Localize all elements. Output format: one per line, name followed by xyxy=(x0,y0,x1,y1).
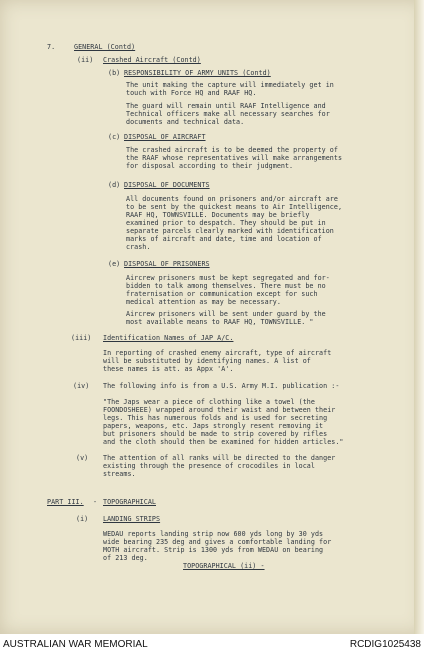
paragraph-line: All documents found on prisoners and/or aircraft are xyxy=(126,195,338,203)
item-heading-disposal-aircraft: DISPOSAL OF AIRCRAFT xyxy=(124,133,206,141)
paragraph-line: RAAF HQ, TOWNSVILLE. Documents may be briefly xyxy=(126,211,310,219)
item-heading-disposal-prisoners: DISPOSAL OF PRISONERS xyxy=(124,260,210,268)
quote-line: and the cloth should then be examined for hidden articles." xyxy=(103,438,344,446)
section-heading-general: GENERAL (Contd) xyxy=(74,43,136,51)
paragraph-line: The guard will remain until RAAF Intelligence and xyxy=(126,102,326,110)
paragraph-line: bidden to talk among themselves. There must be no xyxy=(126,282,326,290)
quote-line: FOONDOSHEEE) wrapped around their waist and between their xyxy=(103,406,336,414)
part-dash: - xyxy=(93,498,98,506)
paragraph-line: Technical officers make all necessary searches for xyxy=(126,110,330,118)
paragraph-line: the RAAF whose representatives will make arrangements xyxy=(126,154,343,162)
paragraph-line: The crashed aircraft is to be deemed the property of xyxy=(126,146,338,154)
paragraph-line: of 213 deg. xyxy=(103,554,148,562)
item-label-c: (c) xyxy=(108,133,121,141)
item-label-e: (e) xyxy=(108,260,121,268)
subsection-number-v: (v) xyxy=(76,454,89,462)
subsection-heading-identification: Identification Names of JAP A/C. xyxy=(103,334,234,342)
part-heading-topographical: TOPOGRAPHICAL xyxy=(103,498,156,506)
archive-footer xyxy=(0,634,424,654)
quote-line: "The Japs wear a piece of clothing like a towel (the xyxy=(103,398,315,406)
footer-source: AUSTRALIAN WAR MEMORIAL xyxy=(3,638,148,650)
continuation-note: TOPOGRAPHICAL (ii) - xyxy=(183,562,265,570)
item-label-b: (b) xyxy=(108,69,121,77)
paragraph-line: In reporting of crashed enemy aircraft, type of aircraft xyxy=(103,349,332,357)
subsection-number-iii: (iii) xyxy=(71,334,92,342)
item-label-d: (d) xyxy=(108,181,121,189)
paragraph-line: separate parcels clearly marked with identification xyxy=(126,227,334,235)
item-heading-responsibility: RESPONSIBILITY OF ARMY UNITS (Contd) xyxy=(124,69,271,77)
section-number: 7. xyxy=(47,43,56,51)
item-heading-disposal-documents: DISPOSAL OF DOCUMENTS xyxy=(124,181,210,189)
paragraph-line: The attention of all ranks will be directed to the danger xyxy=(103,454,336,462)
paragraph-line: The unit making the capture will immediately get in xyxy=(126,81,334,89)
paragraph-line: Aircrew prisoners will be sent under guard by the xyxy=(126,310,326,318)
paragraph-line: existing through the presence of crocodiles in local xyxy=(103,462,315,470)
paragraph-line: wide bearing 235 deg and gives a comfortable landing for xyxy=(103,538,332,546)
paragraph-line: touch with Force HQ and RAAF HQ. xyxy=(126,89,257,97)
paragraph-line: examined prior to despatch. They should be put in xyxy=(126,219,326,227)
part-label: PART III. xyxy=(47,498,84,506)
subsection-number-i: (i) xyxy=(76,515,89,523)
footer-record-id: RCDIG1025438 xyxy=(349,638,421,650)
paragraph-line: most available means to RAAF HQ, TOWNSVILLE. " xyxy=(126,318,314,326)
subsection-number-ii: (ii) xyxy=(77,56,94,64)
paragraph-line: will be substituted by identifying names. A list of xyxy=(103,357,311,365)
paragraph-line: these names is att. as Appx 'A'. xyxy=(103,365,234,373)
quote-line: legs. This has numerous folds and is used for secreting xyxy=(103,414,328,422)
paragraph-line: fraternisation or communication except for such xyxy=(126,290,318,298)
paragraph-line: documents and technical data. xyxy=(126,118,245,126)
subsection-number-iv: (iv) xyxy=(73,382,90,390)
paragraph-line: Aircrew prisoners must be kept segregated and for- xyxy=(126,274,330,282)
subsection-lead-iv: The following info is from a U.S. Army M.I. publication :- xyxy=(103,382,340,390)
quote-line: but prisoners should be made to strip covered by rifles xyxy=(103,430,328,438)
subsection-heading-landing-strips: LANDING STRIPS xyxy=(103,515,161,523)
quote-line: papers, weapons, etc. Japs strongly resent removing it xyxy=(103,422,324,430)
paragraph-line: streams. xyxy=(103,470,136,478)
paragraph-line: MOTH aircraft. Strip is 1300 yds from WEDAU on bearing xyxy=(103,546,324,554)
paragraph-line: marks of aircraft and date, time and location of xyxy=(126,235,322,243)
paragraph-line: medical attention as may be necessary. xyxy=(126,298,281,306)
subsection-heading-crashed-aircraft: Crashed Aircraft (Contd) xyxy=(103,56,201,64)
paragraph-line: for disposal according to their judgment. xyxy=(126,162,294,170)
paragraph-line: crash. xyxy=(126,243,151,251)
paragraph-line: to be sent by the quickest means to Air Intelligence, xyxy=(126,203,343,211)
paragraph-line: WEDAU reports landing strip now 600 yds long by 30 yds xyxy=(103,530,324,538)
